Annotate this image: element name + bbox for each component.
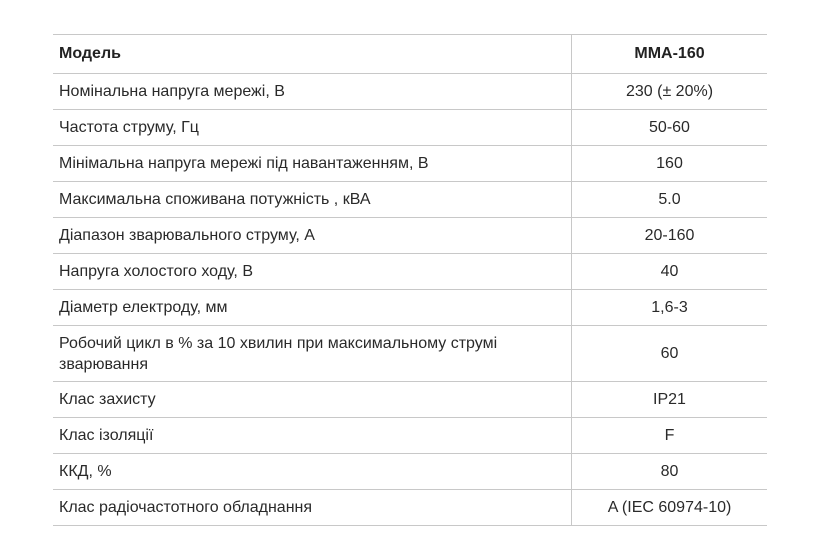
row-label: Клас ізоляції xyxy=(53,418,572,454)
row-value: 40 xyxy=(572,254,768,290)
row-value: 230 (± 20%) xyxy=(572,74,768,110)
table-row xyxy=(53,182,767,218)
table-row xyxy=(53,110,767,146)
row-label: Номінальна напруга мережі, В xyxy=(53,74,572,110)
row-value: A (IEC 60974-10) xyxy=(572,490,768,526)
row-value: 60 xyxy=(572,326,768,382)
row-label: ККД, % xyxy=(53,454,572,490)
row-label: Робочий цикл в % за 10 хвилин при максимальному струмі зварювання xyxy=(53,326,572,382)
table-row xyxy=(53,418,767,454)
row-value: F xyxy=(572,418,768,454)
row-value: 1,6-3 xyxy=(572,290,768,326)
row-value: 50-60 xyxy=(572,110,768,146)
row-value: 80 xyxy=(572,454,768,490)
row-label: Частота струму, Гц xyxy=(53,110,572,146)
table-row xyxy=(53,454,767,490)
header-model: MMA-160 xyxy=(572,35,768,74)
table-header-row xyxy=(53,35,767,74)
table-row xyxy=(53,490,767,526)
header-label: Модель xyxy=(53,35,572,74)
table-row xyxy=(53,382,767,418)
row-label: Клас радіочастотного обладнання xyxy=(53,490,572,526)
row-value: 5.0 xyxy=(572,182,768,218)
table-row xyxy=(53,326,767,382)
table-row xyxy=(53,254,767,290)
row-label: Максимальна споживана потужність , кВА xyxy=(53,182,572,218)
table-row xyxy=(53,290,767,326)
table-row xyxy=(53,146,767,182)
row-value: 20-160 xyxy=(572,218,768,254)
table-row xyxy=(53,218,767,254)
row-label: Діапазон зварювального струму, А xyxy=(53,218,572,254)
table-row xyxy=(53,74,767,110)
row-label: Напруга холостого ходу, В xyxy=(53,254,572,290)
row-value: IP21 xyxy=(572,382,768,418)
row-label: Мінімальна напруга мережі під навантаженням, В xyxy=(53,146,572,182)
row-label: Діаметр електроду, мм xyxy=(53,290,572,326)
spec-table xyxy=(53,34,767,526)
row-label: Клас захисту xyxy=(53,382,572,418)
row-value: 160 xyxy=(572,146,768,182)
